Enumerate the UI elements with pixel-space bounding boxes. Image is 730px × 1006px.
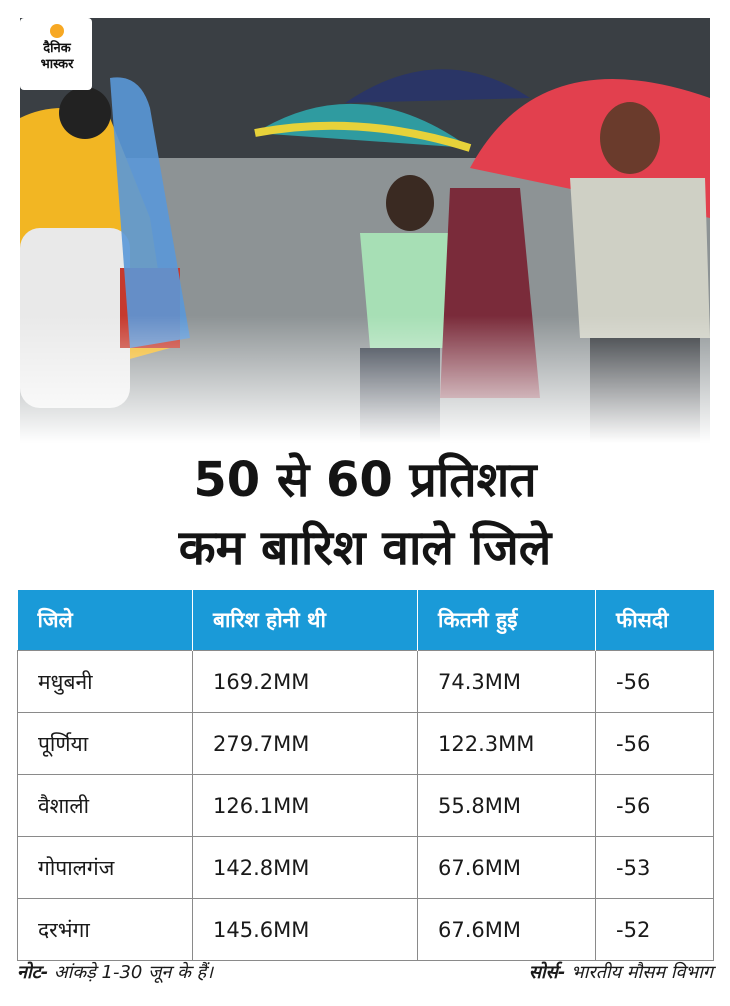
- cell-district: मधुबनी: [18, 651, 193, 713]
- rain-photo: [20, 18, 710, 443]
- cell-percent: -56: [596, 775, 714, 837]
- header-district: जिले: [18, 590, 193, 651]
- note-label: नोट-: [17, 962, 49, 983]
- cell-expected: 145.6MM: [193, 899, 418, 961]
- table-row: [18, 899, 714, 961]
- source-credit: [529, 960, 713, 984]
- table-row: [18, 651, 714, 713]
- cell-actual: 55.8MM: [418, 775, 596, 837]
- header-actual-rain: कितनी हुई: [418, 590, 596, 651]
- table-row: [18, 775, 714, 837]
- rainfall-table: [17, 590, 714, 961]
- cell-actual: 67.6MM: [418, 899, 596, 961]
- cell-percent: -56: [596, 651, 714, 713]
- cell-district: गोपालगंज: [18, 837, 193, 899]
- cell-actual: 67.6MM: [418, 837, 596, 899]
- headline-line-1: 50 से 60 प्रतिशत: [193, 452, 537, 508]
- cell-expected: 142.8MM: [193, 837, 418, 899]
- header-percent: फीसदी: [596, 590, 714, 651]
- table-row: [18, 713, 714, 775]
- logo-line-1: दैनिक: [43, 41, 71, 56]
- logo-line-2: भास्कर: [40, 57, 74, 72]
- dainik-bhaskar-logo: [20, 18, 92, 90]
- table-row: [18, 837, 714, 899]
- footnote: [17, 960, 213, 984]
- cell-expected: 169.2MM: [193, 651, 418, 713]
- cell-percent: -53: [596, 837, 714, 899]
- headline-line-2: कम बारिश वाले जिले: [178, 520, 552, 576]
- cell-percent: -52: [596, 899, 714, 961]
- sun-icon: [50, 24, 64, 38]
- cell-percent: -56: [596, 713, 714, 775]
- cell-district: पूर्णिया: [18, 713, 193, 775]
- cell-district: दरभंगा: [18, 899, 193, 961]
- cell-expected: 279.7MM: [193, 713, 418, 775]
- note-text: आंकड़े 1-30 जून के हैं।: [48, 962, 214, 983]
- table-header-row: [18, 590, 714, 651]
- source-label: सोर्स-: [528, 962, 566, 983]
- cell-expected: 126.1MM: [193, 775, 418, 837]
- cell-actual: 122.3MM: [418, 713, 596, 775]
- cell-actual: 74.3MM: [418, 651, 596, 713]
- cell-district: वैशाली: [18, 775, 193, 837]
- header-expected-rain: बारिश होनी थी: [193, 590, 418, 651]
- source-text: भारतीय मौसम विभाग: [565, 962, 713, 983]
